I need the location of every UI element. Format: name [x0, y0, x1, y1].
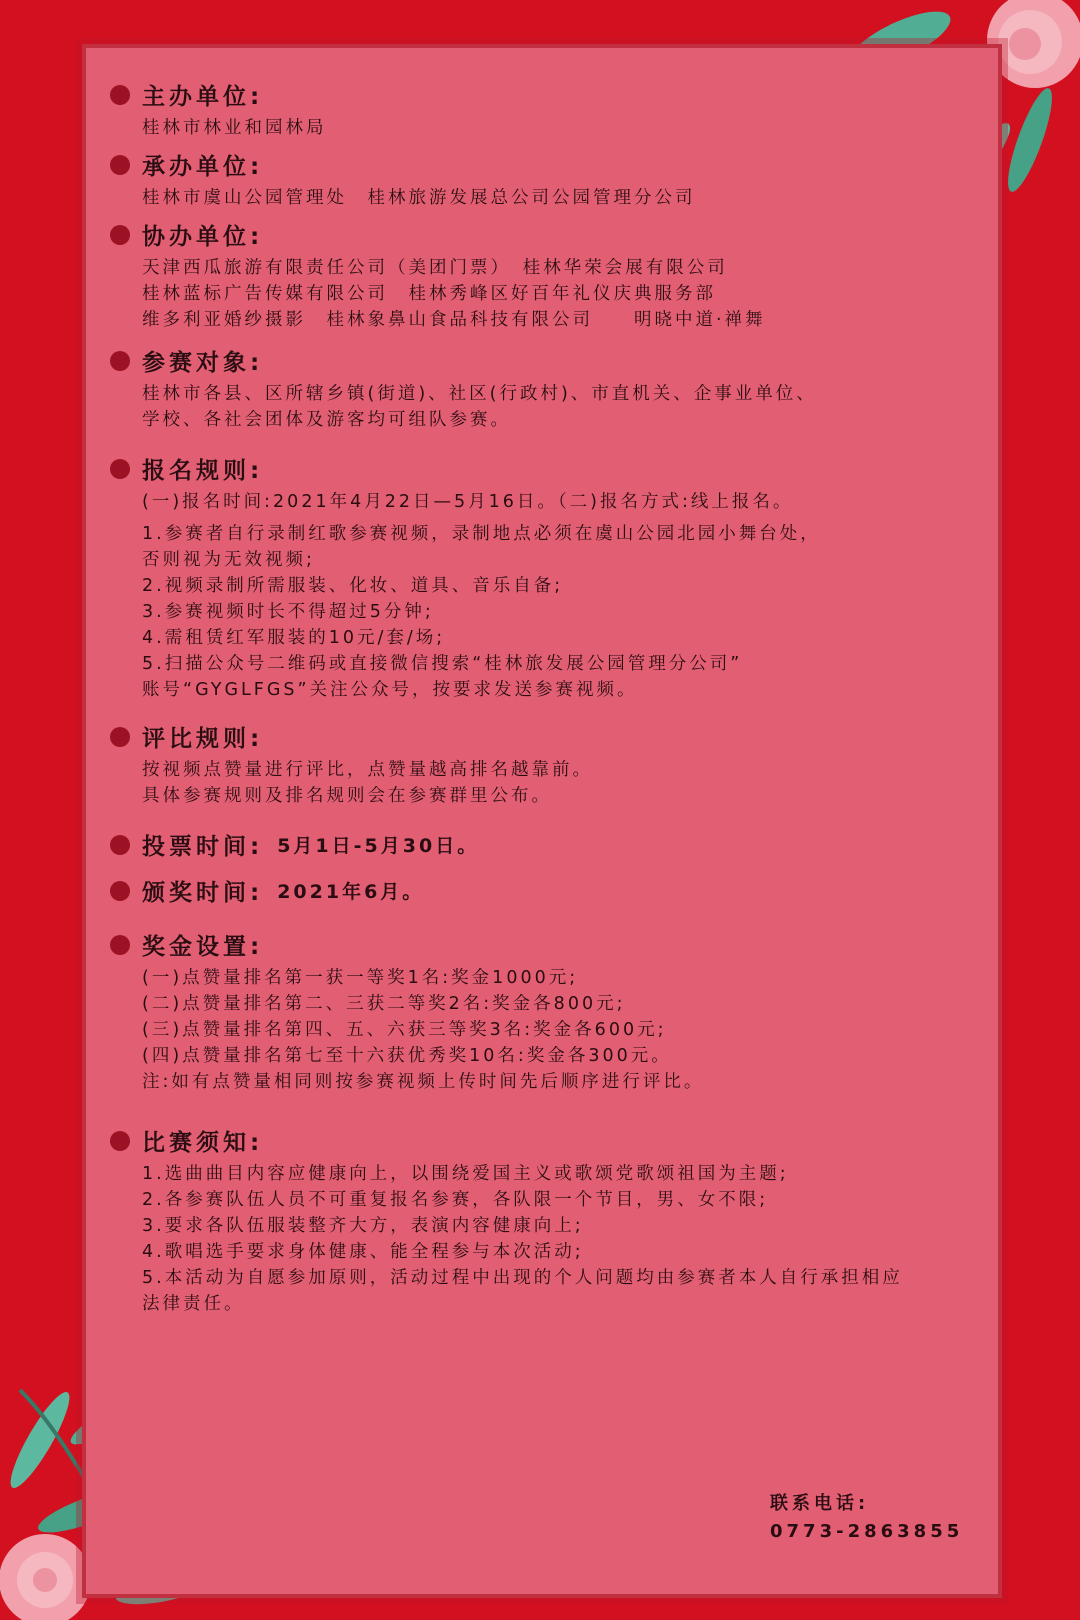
participants-line: 学校、各社会团体及游客均可组队参赛。 — [142, 410, 511, 430]
contact-phone: 0773-2863855 — [770, 1521, 964, 1542]
prizes-heading: 奖金设置: — [142, 934, 264, 960]
registration-line: 1.参赛者自行录制红歌参赛视频，录制地点必须在虞山公园北园小舞台处， — [142, 524, 821, 544]
organizer-line: 桂林市虞山公园管理处 桂林旅游发展总公司公园管理分公司 — [142, 188, 696, 208]
prizes-line: (四)点赞量排名第七至十六获优秀奖10名:奖金各300元。 — [142, 1046, 672, 1066]
registration-line: 账号“GYGLFGS”关注公众号，按要求发送参赛视频。 — [142, 680, 638, 700]
prizes-line: 注:如有点赞量相同则按参赛视频上传时间先后顺序进行评比。 — [142, 1072, 705, 1092]
notice-line: 5.本活动为自愿参加原则，活动过程中出现的个人问题均由参赛者本人自行承担相应 — [142, 1268, 903, 1288]
participants-heading: 参赛对象: — [142, 350, 264, 376]
notice-line: 4.歌唱选手要求身体健康、能全程参与本次活动; — [142, 1242, 584, 1262]
notice-line: 2.各参赛队伍人员不可重复报名参赛，各队限一个节目，男、女不限; — [142, 1190, 769, 1210]
registration-line: (一)报名时间:2021年4月22日—5月16日。（二)报名方式:线上报名。 — [142, 492, 794, 512]
notice-line: 3.要求各队伍服装整齐大方，表演内容健康向上; — [142, 1216, 584, 1236]
judging-line: 具体参赛规则及排名规则会在参赛群里公布。 — [142, 786, 552, 806]
bullet-dot — [110, 935, 130, 955]
coorganizer-heading: 协办单位: — [142, 224, 264, 250]
section-prizes — [110, 928, 704, 1095]
coorganizer-line: 天津西瓜旅游有限责任公司（美团门票） 桂林华荣会展有限公司 — [142, 258, 728, 278]
bullet-dot — [110, 351, 130, 371]
voting-heading: 投票时间: — [142, 834, 264, 860]
section-registration — [110, 452, 821, 703]
bullet-dot — [110, 459, 130, 479]
voting-value: 5月1日-5月30日。 — [277, 835, 480, 857]
registration-heading: 报名规则: — [142, 458, 264, 484]
award-time-value: 2021年6月。 — [277, 881, 425, 903]
prizes-line: (三)点赞量排名第四、五、六获三等奖3名:奖金各600元; — [142, 1020, 667, 1040]
bullet-dot — [110, 85, 130, 105]
section-coorganizer — [110, 218, 766, 333]
registration-line: 4.需租赁红军服装的10元/套/场; — [142, 628, 446, 648]
registration-line: 5.扫描公众号二维码或直接微信搜索“桂林旅发展公园管理分公司” — [142, 654, 743, 674]
section-voting — [110, 828, 479, 861]
coorganizer-line: 桂林蓝标广告传媒有限公司 桂林秀峰区好百年礼仪庆典服务部 — [142, 284, 716, 304]
notice-line: 法律责任。 — [142, 1294, 245, 1314]
judging-heading: 评比规则: — [142, 726, 264, 752]
bullet-dot — [110, 155, 130, 175]
registration-line: 2.视频录制所需服装、化妆、道具、音乐自备; — [142, 576, 564, 596]
award-time-heading: 颁奖时间: — [142, 880, 264, 906]
bullet-dot — [110, 727, 130, 747]
section-notice — [110, 1124, 903, 1317]
notice-heading: 比赛须知: — [142, 1130, 264, 1156]
contact-info — [770, 1490, 963, 1546]
section-host — [110, 78, 327, 141]
section-award-time — [110, 874, 424, 907]
registration-line: 3.参赛视频时长不得超过5分钟; — [142, 602, 434, 622]
prizes-line: (二)点赞量排名第二、三获二等奖2名:奖金各800元; — [142, 994, 626, 1014]
host-heading: 主办单位: — [142, 84, 264, 110]
bullet-dot — [110, 881, 130, 901]
registration-line: 否则视为无效视频; — [142, 550, 315, 570]
bullet-dot — [110, 835, 130, 855]
section-organizer — [110, 148, 696, 211]
bullet-dot — [110, 1131, 130, 1151]
bullet-dot — [110, 225, 130, 245]
notice-line: 1.选曲曲目内容应健康向上，以围绕爱国主义或歌颂党歌颂祖国为主题; — [142, 1164, 789, 1184]
contact-label: 联系电话: — [770, 1493, 870, 1514]
organizer-heading: 承办单位: — [142, 154, 264, 180]
section-participants — [110, 344, 817, 433]
coorganizer-line: 维多利亚婚纱摄影 桂林象鼻山食品科技有限公司 明晓中道·禅舞 — [142, 310, 766, 330]
participants-line: 桂林市各县、区所辖乡镇(街道)、社区(行政村)、市直机关、企事业单位、 — [142, 384, 817, 404]
section-judging — [110, 720, 593, 809]
prizes-line: (一)点赞量排名第一获一等奖1名:奖金1000元; — [142, 968, 579, 988]
judging-line: 按视频点赞量进行评比，点赞量越高排名越靠前。 — [142, 760, 593, 780]
host-line: 桂林市林业和园林局 — [142, 118, 327, 138]
